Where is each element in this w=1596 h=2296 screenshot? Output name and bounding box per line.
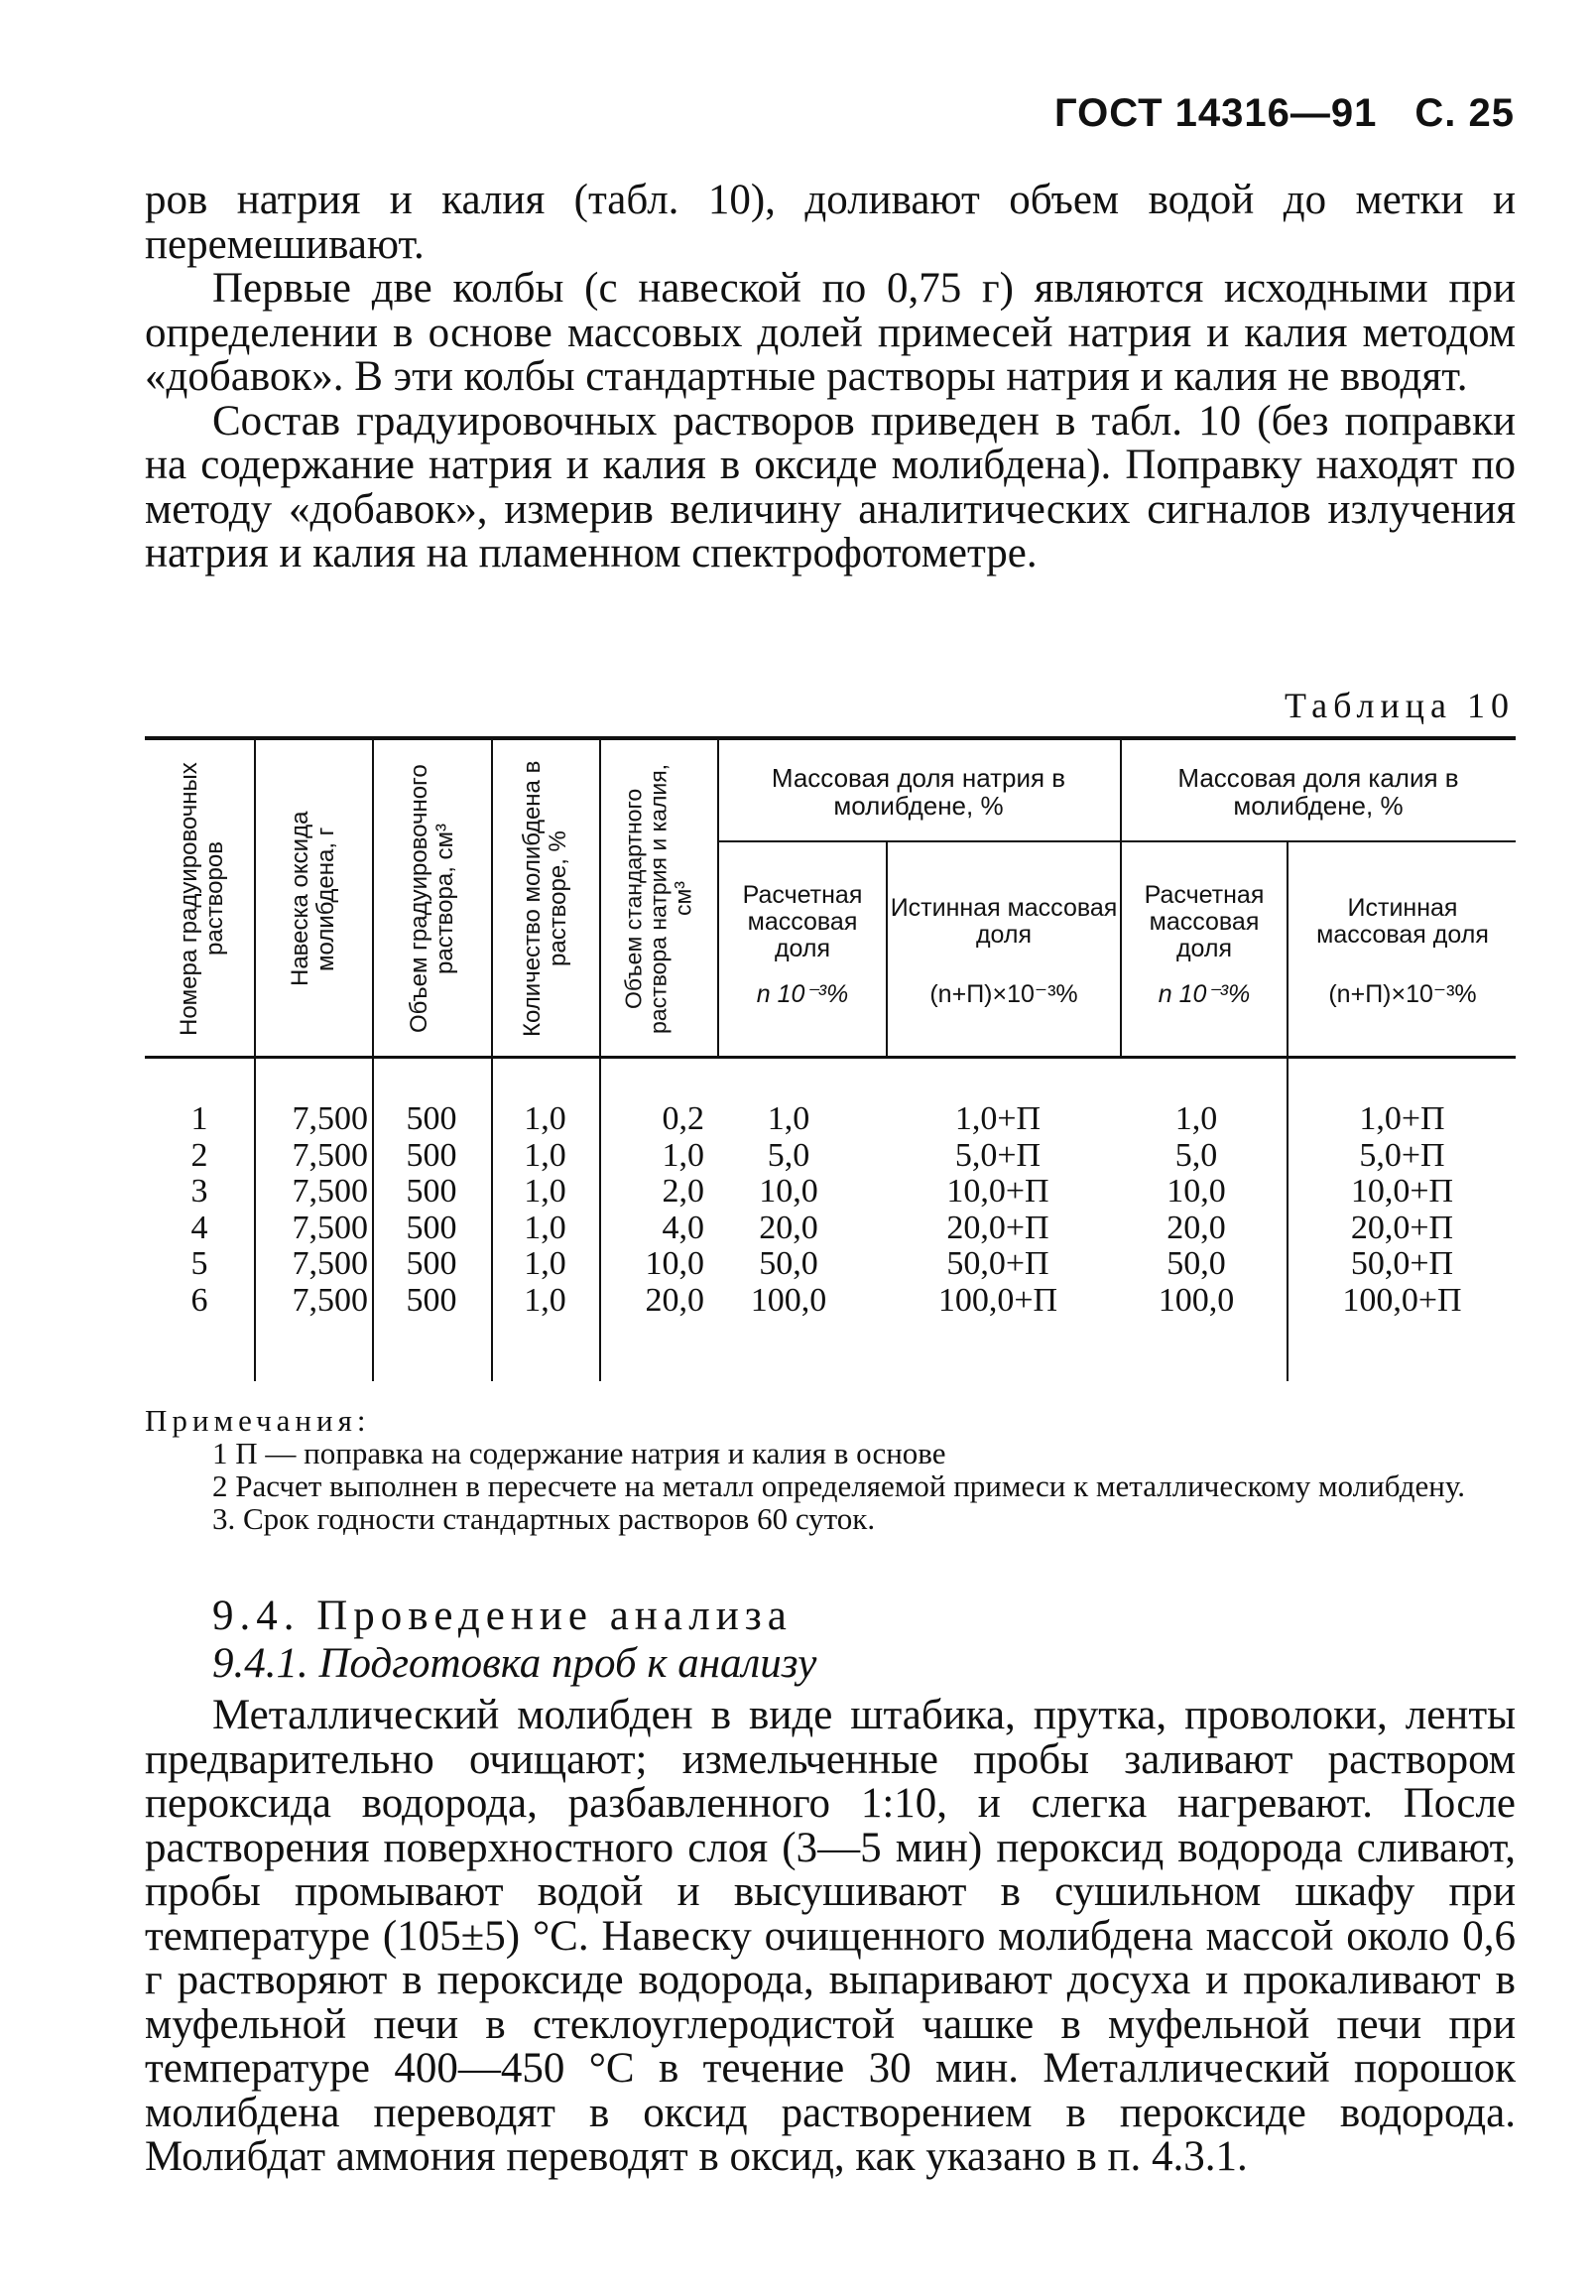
table-cell: 20,0+П [946,1209,1049,1246]
paragraph: Первые две колбы (с навеской по 0,75 г) являются исходными при определении в основе массовых долей примесей натрия и калия методом «добавок». В эти колбы стандартные растворы натрия и калия не вводят. [145,265,1516,400]
table-cell: 1,0 [524,1209,566,1246]
table-cell: 7,500 [292,1136,368,1174]
table-cell: 5,0 [1174,1136,1218,1174]
table-cell: 5,0 [767,1136,810,1174]
table-cell: 10,0+П [1350,1173,1454,1210]
table-cell: 20,0+П [1350,1209,1454,1246]
table-cell: 100,0 [750,1281,827,1319]
table-cell: 20,0 [759,1209,818,1246]
table-cell: 2 [190,1136,208,1174]
table-cell: 1,0 [767,1100,810,1137]
column-divider [1120,740,1122,1056]
table-cell: 50,0+П [1350,1245,1454,1282]
page-header [1054,91,1515,136]
table-notes [145,1404,1516,1535]
header-molybdenum-amount: Количество молибдена в растворе, % [519,760,571,1038]
header-potassium-group: Массовая доля калия в молибдене, % [1177,763,1459,821]
page-number: С. 25 [1414,91,1515,135]
paragraph: ров натрия и калия (табл. 10), доливают объем водой до метки и перемешивают. [145,177,1516,268]
table-cell: 500 [406,1281,457,1319]
note-item: 1 П — поправка на содержание натрия и калия в основе [212,1436,946,1470]
header-k-calculated-formula: n 10⁻³% [1158,979,1251,1008]
paragraph: Состав градуировочных растворов приведен в табл. 10 (без поправки на содержание натрия и калия в оксиде молибдена). Поправку находят по методу «добавок», измерив величину аналитических сигналов излучения натрия и калия на пламенном спектрофотометре. [145,397,1516,576]
header-solution-number: Номера градуировочных растворов [176,762,228,1036]
column-divider [886,842,888,1056]
table-cell: 10,0 [1166,1173,1226,1210]
top-text [145,179,1516,576]
header-k-true: Истинная массовая доля [1316,894,1489,949]
table-cell: 10,0 [759,1173,818,1210]
table-cell: 1,0 [524,1100,566,1137]
column-na-calc [719,1101,858,1319]
column-k-calc [1122,1101,1271,1319]
table-cell: 4,0 [662,1209,704,1246]
note-item: 2 Расчет выполнен в пересчете на металл определяемой примеси к металлическому молибдену. [212,1468,1465,1503]
table-cell: 10,0+П [946,1173,1049,1210]
header-oxide-mass: Навеска оксида молибдена, г [287,811,339,987]
column-volume [374,1101,489,1319]
table-top-rule [145,736,1516,740]
column-number [145,1101,254,1319]
subsection-heading: 9.4.1. Подготовка проб к анализу [212,1640,817,1687]
table-cell: 4 [190,1209,208,1246]
table-caption: Таблица 10 [1285,686,1515,725]
table-cell: 10,0 [645,1245,704,1282]
table-cell: 50,0 [1166,1245,1226,1282]
table-cell: 5 [190,1245,208,1282]
table-cell: 100,0 [1158,1281,1235,1319]
header-k-true-formula: (n+П)×10⁻³% [1328,979,1477,1008]
header-k-calculated: Расчетная массовая доля [1144,880,1265,962]
table-cell: 500 [406,1136,457,1174]
table-cell: 6 [190,1281,208,1319]
table-cell: 7,500 [292,1100,368,1137]
standard-number: ГОСТ 14316—91 [1053,91,1378,135]
table-cell: 1,0 [524,1281,566,1319]
header-sodium-group: Массовая доля натрия в молибдене, % [771,763,1066,821]
table-cell: 500 [406,1209,457,1246]
header-standard-volume: Объем стандартного раствора натрия и калия, см³ [620,763,696,1035]
table-cell: 1,0+П [1359,1100,1445,1137]
table-cell: 5,0+П [954,1136,1042,1174]
group-header-rule [717,840,1516,842]
section-heading: 9.4. Проведение анализа [212,1593,793,1639]
header-na-true: Истинная массовая доля [890,894,1118,949]
header-na-true-formula: (n+П)×10⁻³% [929,979,1078,1008]
header-na-calculated: Расчетная массовая доля [742,880,863,962]
table-cell: 0,2 [662,1100,704,1137]
note-item: 3. Срок годности стандартных растворов 60 суток. [212,1501,876,1536]
column-divider [1287,842,1289,1056]
table-cell: 7,500 [292,1173,368,1210]
table-cell: 50,0 [759,1245,818,1282]
column-divider [717,740,719,1056]
table-cell: 20,0 [645,1281,704,1319]
table-cell: 1 [190,1100,208,1137]
table-cell: 100,0+П [1342,1281,1462,1319]
table-cell: 1,0 [1174,1100,1218,1137]
table-cell: 50,0+П [946,1245,1049,1282]
column-mass [256,1101,368,1319]
table-cell: 1,0 [524,1173,566,1210]
table-cell: 500 [406,1100,457,1137]
table-cell: 7,500 [292,1245,368,1282]
column-standard [601,1101,704,1319]
table-cell: 20,0 [1166,1209,1226,1246]
column-na-true [888,1101,1108,1319]
notes-title: Примечания: [145,1403,371,1438]
paragraph: Металлический молибден в виде штабика, прутка, проволоки, ленты предварительно очищают; измельченные пробы заливают раствором пероксида водорода, разбавленного 1:10, и слегка нагревают. После растворения поверхностного слоя (3—5 мин) пероксид водорода сливают, пробы промывают водой и высушивают в сушильном шкафу при температуре (105±5) °С. Навеску очищенного молибдена массой около 0,6 г растворяют в пероксиде водорода, выпаривают досуха и прокаливают в муфельной печи в стеклоуглеродистой чашке в муфельной печи при температуре 400—450 °С в течение 30 мин. Металлический порошок молибдена переводят в оксид растворением в пероксиде водорода. Молибдат аммония переводят в оксид, как указано в п. 4.3.1. [145,1692,1516,2180]
header-solution-volume: Объем градуировочного раствора, см³ [406,764,458,1034]
table-cell: 1,0+П [954,1100,1042,1137]
header-na-calculated-formula: n 10⁻³% [756,979,849,1008]
table-cell: 5,0+П [1359,1136,1445,1174]
table-cell: 500 [406,1245,457,1282]
composition-table [145,736,1516,1381]
table-cell: 3 [190,1173,208,1210]
header-bottom-rule [145,1056,1516,1059]
table-cell: 7,500 [292,1209,368,1246]
table-cell: 500 [406,1173,457,1210]
bottom-text [145,1694,1516,2180]
table-cell: 100,0+П [937,1281,1058,1319]
table-cell: 1,0 [524,1245,566,1282]
column-k-true [1289,1101,1516,1319]
table-cell: 1,0 [524,1136,566,1174]
table-cell: 7,500 [292,1281,368,1319]
column-molybdenum [493,1101,597,1319]
table-cell: 2,0 [662,1173,704,1210]
table-cell: 1,0 [662,1136,704,1174]
